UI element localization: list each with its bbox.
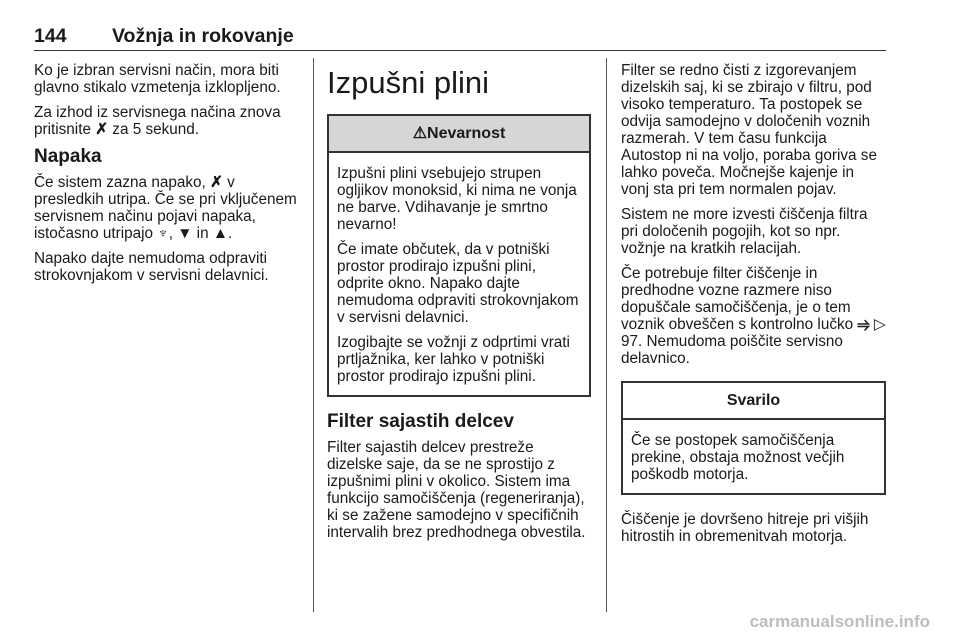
wrench-icon: ✗: [210, 174, 223, 191]
text: .: [227, 225, 233, 242]
danger-box-title: Nevarnost: [427, 125, 506, 142]
section-heading: Filter sajastih delcev: [327, 411, 514, 432]
suspension-icon: ♆: [157, 225, 169, 242]
paragraph: Izpušni plini vsebujejo strupen ogljikov monoksid, ki nima ne vonja ne barve. Vdihavanje je smrtno nevarno!: [337, 165, 577, 233]
arrow-up-icon: ▲: [212, 225, 228, 242]
text: Če potrebuje filter čiščenje in predhodne vozne razmere niso dopuščale samočiščenja, je o tem voznik obveščen s kontrolno lučko: [621, 265, 858, 333]
text: v presledkih utripa. Če se pri vključenem servisnem načinu pojavi napaka, istočasno utripajo: [34, 174, 297, 242]
paragraph: Izogibajte se vožnji z odprtimi vrati prtljažnika, ker lahko v potniški prostor prodirajo izpušni plini.: [337, 334, 570, 385]
paragraph: Ko je izbran servisni način, mora biti glavno stikalo vzmetenja izklopljeno.: [34, 62, 281, 96]
wrench-icon: ✗: [95, 121, 109, 138]
page-header: [34, 25, 294, 48]
paragraph: Napako dajte nemudoma odpraviti strokovnjakom v servisni delavnici.: [34, 250, 269, 284]
text: . Nemudoma poiščite servisno delavnico.: [621, 333, 843, 367]
paragraph: [621, 265, 886, 367]
text: Če sistem zazna napako,: [34, 174, 211, 191]
text: Za izhod iz servisnega načina znova pritisnite: [34, 104, 281, 138]
chapter-title: Vožnja in rokovanje: [112, 25, 294, 47]
text: za 5 sekund.: [108, 121, 200, 138]
paragraph: Če se postopek samočiščenja prekine, obstaja možnost večjih poškodb motorja.: [631, 432, 845, 483]
filter-warning-icon: ⥤: [857, 316, 870, 333]
warning-triangle-icon: ⚠: [412, 125, 428, 142]
page-number: 144: [34, 25, 67, 47]
paragraph: Sistem ne more izvesti čiščenja filtra pri določenih pogojih, kot so npr. vožnje na kratkih relacijah.: [621, 206, 868, 257]
text: ,: [168, 225, 178, 242]
paragraph: [34, 174, 304, 242]
column-3: [621, 62, 886, 553]
caution-box: [621, 381, 886, 495]
danger-box-body: [329, 153, 589, 395]
paragraph: Če imate občutek, da v potniški prostor prodirajo izpušni plini, odprite okno. Napako dajte nemudoma odpraviti strokovnjakom v servisni delavnici.: [337, 241, 579, 326]
page-reference: 97: [621, 333, 639, 350]
caution-box-body: [623, 420, 884, 493]
arrow-down-icon: ▼: [177, 225, 193, 242]
danger-box-header: [329, 116, 589, 153]
column-divider-1: [313, 58, 314, 612]
paragraph: Čiščenje je dovršeno hitreje pri višjih hitrostih in obremenitvah motorja.: [621, 511, 869, 545]
column-1: [34, 62, 304, 292]
page-ref-icon: ▷: [873, 316, 886, 333]
text: in: [192, 225, 213, 242]
paragraph: Filter sajastih delcev prestreže dizelske saje, da se ne sprostijo z izpušnimi plini v okolico. Sistem ima funkcijo samočiščenja (regeneriranja), ki se zažene samodejno v specifičnih intervalih brez predhodnega obvestila.: [327, 439, 586, 541]
danger-box: [327, 114, 591, 397]
column-divider-2: [606, 58, 607, 612]
paragraph: Filter se redno čisti z izgorevanjem dizelskih saj, ki se zbirajo v filtru, pod visoko temperaturo. Ta postopek se odvija samodejno v določenih voznih razmerah. V tem času funkcija Autostop ni na voljo, poraba goriva se lahko poveča. Močnejše kajenje in vonj sta pri tem normalen pojav.: [621, 62, 877, 198]
section-heading: Napaka: [34, 146, 102, 167]
column-2: [327, 62, 591, 549]
header-rule: [34, 50, 886, 51]
caution-box-title: Svarilo: [623, 383, 884, 420]
paragraph: [34, 104, 304, 138]
section-title: Izpušni plini: [327, 65, 489, 100]
watermark: carmanualsonline.info: [749, 612, 930, 631]
